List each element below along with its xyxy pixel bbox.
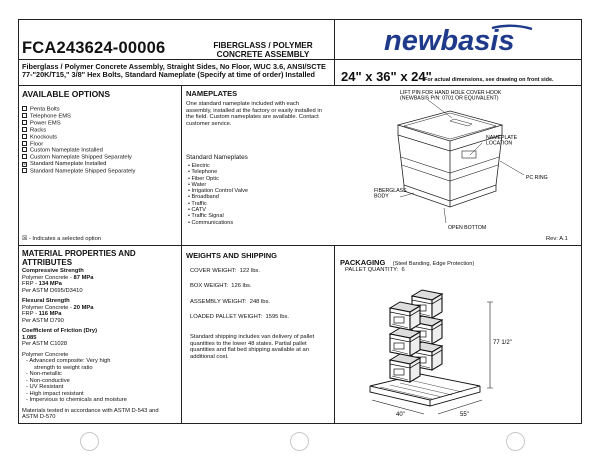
nameplate-location-label: NAMEPLATE LOCATION [486,135,518,147]
flexural-frp: FRP - 116 MPa [22,311,62,317]
checkbox[interactable] [22,154,27,159]
checkbox[interactable] [22,141,27,146]
materials-tested: Materials tested in accordance with ASTM D-543 and ASTM D-570 [22,407,159,420]
nameplates-title: NAMEPLATES [186,89,238,98]
pc-attribute: - Non-metallic [26,371,62,377]
option-item[interactable]: Telephone EMS [22,113,135,120]
list-item: • Telephone [188,169,218,176]
part-number: FCA243624-00006 [22,39,166,57]
logo-text: newbasis [384,25,515,57]
shipping-note: Standard shipping includes van delivery of pallet quantities to the lower 48 states. Partial pallet quantities and flat bed shipping available at an additional cost. [190,334,315,360]
binder-hole [290,432,309,451]
open-bottom-label: OPEN BOTTOM [448,225,487,231]
option-item[interactable]: Custom Nameplate Shipped Separately [22,154,135,161]
checkbox[interactable] [22,147,27,152]
binder-hole [506,432,525,451]
fiberglass-body-label: FIBERGLASS BODY [374,188,407,200]
weights-title: WEIGHTS AND SHIPPING [186,251,277,260]
compressive-pc: Polymer Concrete - 87 MPa [22,274,94,281]
pc-ring-label: PC RING [526,175,548,181]
list-item: • Broadband [188,194,219,201]
compressive-standard: Per ASTM D695/D3410 [22,287,83,294]
packaging-subtitle: (Steel Banding, Edge Protection) [392,261,475,267]
packaging-title: PACKAGING [340,258,386,267]
option-item[interactable]: Penta Bolts [22,106,135,113]
options-title: AVAILABLE OPTIONS [22,89,110,99]
checkbox[interactable] [22,120,27,125]
nameplates-body: One standard nameplate included with each assembly, installed at the factory or easily installed in the field. Custom nameplates are available. Contact customer service. [186,101,322,127]
divider [181,85,182,424]
divider [334,245,335,424]
box-weight: BOX WEIGHT: 126 lbs. [190,283,252,289]
compressive-frp: FRP - 134 MPa [22,281,62,287]
divider [18,245,582,246]
pc-attribute: - Non-conductive [26,377,70,384]
checkbox[interactable] [22,168,27,173]
pallet-depth: 55" [460,412,469,418]
friction-standard: Per ASTM C1028 [22,341,68,347]
nameplates-list [188,163,248,226]
pallet-drawing [360,282,540,418]
revision: Rev: A.1 [546,236,568,242]
divider [18,59,582,60]
pallet-width: 40" [396,412,405,418]
checkbox[interactable] [22,134,27,139]
pc-attribute: - Impervious to chemicals and moisture [26,397,127,403]
newbasis-logo [380,23,560,57]
list-item: • Fiber Optic [188,175,219,182]
options-list [22,106,135,175]
product-description: Fiberglass / Polymer Concrete Assembly, Straight Sides, No Floor, WUC 3.6, ANSI/SCTE 77-"20K/T15," 3/8" Hex Bolts, Standard Nameplate (Specify at time of order) Installed [22,62,326,80]
option-item[interactable]: Standard Nameplate Shipped Separately [22,168,135,175]
friction-heading: Coefficient of Friction (Dry) [22,328,98,334]
checkbox[interactable] [22,106,27,111]
flexural-standard: Per ASTM D790 [22,317,64,324]
cover-weight: COVER WEIGHT: 122 lbs. [190,268,260,274]
selected-legend: ☒ - Indicates a selected option [22,236,102,242]
dimensions: 24" x 36" x 24" [341,69,432,84]
pc-attribute: - High impact resistant [26,390,84,397]
list-item: • CATV [188,207,207,214]
option-item[interactable]: Racks [22,127,135,134]
pc-attribute: strength to weight ratio [34,364,93,371]
list-item: • Irrigation Control Valve [188,188,248,195]
option-item[interactable]: Knockouts [22,134,135,141]
option-item[interactable]: Power EMS [22,120,135,127]
checkbox-checked[interactable]: × [23,161,26,168]
friction-value: 1.085 [22,334,37,341]
polymer-concrete-heading: Polymer Concrete [22,351,69,358]
dimensions-note: For actual dimensions, see drawing on front side. [424,77,554,83]
flexural-pc: Polymer Concrete - 20 MPa [22,304,94,311]
option-item[interactable]: × Standard Nameplate Installed [23,161,107,168]
flexural-heading: Flexural Strength [22,298,70,304]
product-title: FIBERGLASS / POLYMER CONCRETE ASSEMBLY [213,41,313,59]
pc-attribute: - UV Resistant [26,384,64,390]
lift-pin-label: LIFT PIN FOR HAND HOLE COVER HOOK (NEWBASIS P/N: 0701 OR EQUIVALENT) [400,90,502,102]
pc-attribute: - Advanced composite: Very high [26,358,111,364]
pallet-quantity: PALLET QUANTITY: 6 [345,267,405,273]
material-title: MATERIAL PROPERTIES AND ATTRIBUTES [22,249,136,267]
option-item[interactable]: Floor [22,141,135,148]
list-item: • Communications [188,219,234,226]
compressive-heading: Compressive Strength [22,268,84,274]
checked-box-icon: ☒ [22,236,28,242]
checkbox[interactable] [22,113,27,118]
loaded-pallet-weight: LOADED PALLET WEIGHT: 1595 lbs. [190,314,290,320]
pallet-height: 77 1/2" [493,340,512,346]
list-item: • Electric [188,163,210,169]
option-item[interactable]: Custom Nameplate Installed [22,147,135,154]
checkbox[interactable] [22,127,27,132]
binder-hole [80,432,99,451]
list-item: • Traffic [188,200,207,207]
list-item: • Traffic Signal [188,213,224,220]
list-item: • Water [188,181,207,188]
assembly-weight: ASSEMBLY WEIGHT: 248 lbs. [190,299,271,305]
standard-nameplates-title: Standard Nameplates [186,154,248,161]
product-drawing [334,85,582,245]
material-properties [22,268,177,421]
